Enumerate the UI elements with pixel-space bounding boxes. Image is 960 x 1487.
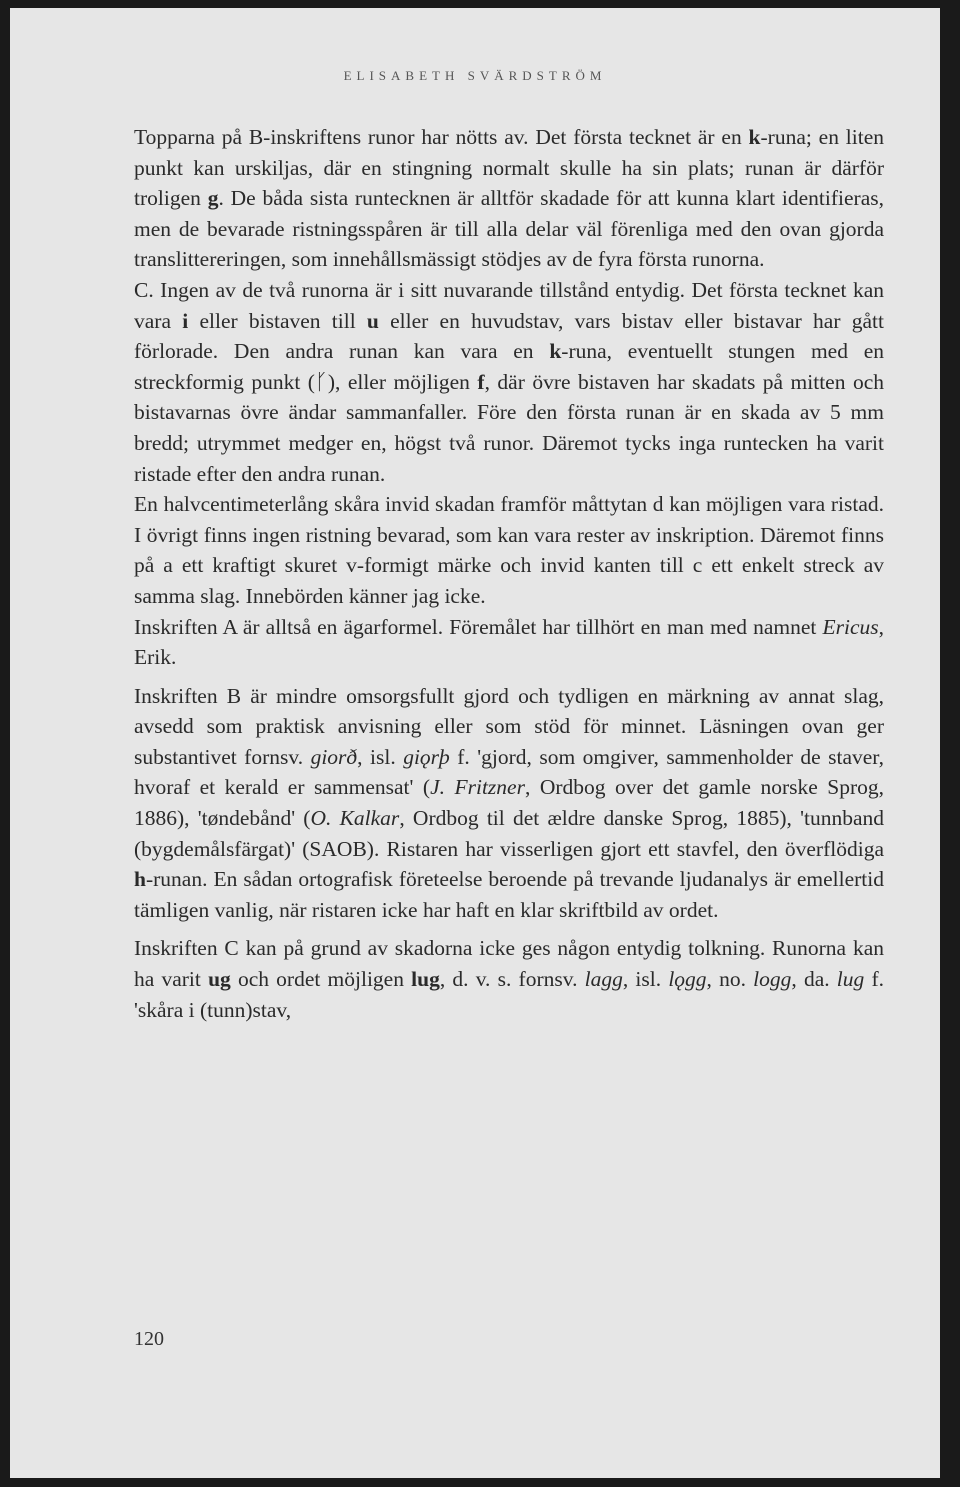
italic-text: logg: [753, 967, 792, 992]
text-run: , no.: [706, 967, 754, 992]
bold-rune-transliteration: f: [477, 369, 485, 394]
text-run: eller bistaven till: [188, 308, 367, 333]
body-text: [134, 122, 884, 1025]
text-run: och ordet möjligen: [230, 967, 412, 992]
italic-text: giǫrþ: [403, 744, 450, 769]
running-head: ELISABETH SVÄRDSTRÖM: [343, 68, 607, 83]
text-run: , da.: [791, 967, 837, 992]
italic-text: Ericus: [822, 614, 879, 639]
text-run: f. 'gjord, som omgiver, sammenholder de staver, hvoraf et kerald er sammensat' (: [134, 744, 884, 800]
text-run: -runa, eventuellt stungen med en streckformig punkt (ᚴ), eller möjligen: [134, 339, 885, 394]
paragraph: [134, 489, 884, 611]
italic-text: lagg: [584, 967, 623, 992]
text-run: En halvcentimeterlång skåra invid skadan framför måttytan d kan möjligen vara ristad. I övrigt finns ingen ristning bevarad, som kan vara rester av inskription. Däremot finns på a ett kraftigt skuret v-formigt märke och invid kanten till c ett enkelt streck av samma slag. Innebörden känner jag icke.: [134, 492, 884, 608]
text-run: f. 'skåra i (tunn)stav,: [134, 967, 884, 1022]
text-run: C. Ingen av de två runorna är i sitt nuvarande tillstånd entydig. Det första tecknet kan vara: [134, 277, 884, 333]
text-run: , d. v. s. fornsv.: [439, 967, 585, 992]
text-run: Topparna på B-inskriftens runor har nötts av. Det första tecknet är en: [134, 125, 749, 149]
text-run: , isl.: [357, 744, 404, 769]
italic-text: J. Fritzner: [430, 775, 525, 800]
text-run: , Erik.: [134, 614, 884, 670]
text-run: Inskriften A är alltså en ägarformel. Föremålet har tillhört en man med namnet: [134, 614, 823, 639]
bold-rune-transliteration: h: [134, 867, 146, 892]
text-run: -runa; en liten punkt kan urskiljas, där en stingning normalt skulle ha sin plats; runan är därför troligen: [134, 125, 885, 211]
text-run: , Ordbog til det ældre danske Sprog, 1885), 'tunnband (bygdemålsfärgat)' (SAOB). Ristaren har visserligen gjort ett stavfel, den överflödiga: [134, 806, 884, 861]
paragraph: [134, 933, 884, 1025]
text-run: , isl.: [622, 967, 669, 992]
paragraph: [134, 275, 884, 489]
paragraph: [134, 122, 884, 275]
bold-rune-transliteration: k: [748, 125, 761, 149]
document-page: [10, 8, 940, 1478]
text-run: eller en huvudstav, vars bistav eller bistavar har gått förlorade. Den andra runan kan vara en: [134, 308, 884, 364]
bold-rune-transliteration: i: [182, 308, 189, 333]
bold-rune-transliteration: u: [366, 308, 379, 333]
paragraph: [134, 612, 884, 673]
text-run: . De båda sista runtecknen är alltför skadade för att kunna klart identifieras, men de bevarade ristningsspåren är till alla delar väl förenliga med den ovan gjorda translittereringen, som innehållsmässigt stödjes av de fyra första runorna.: [134, 186, 885, 272]
italic-text: lǫgg: [668, 967, 707, 992]
italic-text: O. Kalkar: [310, 806, 400, 831]
bold-rune-transliteration: g: [207, 186, 219, 211]
bold-rune-transliteration: ug: [208, 967, 231, 992]
bold-rune-transliteration: lug: [411, 967, 440, 992]
italic-text: lug: [836, 967, 865, 992]
italic-text: giorð: [310, 744, 358, 769]
paragraph: [134, 681, 884, 926]
text-run: , där övre bistaven har skadats på mitten och bistavarnas övre ändar sammanfaller. Före den första runan är en skada av 5 mm bredd; utrymmet medger en, högst två runor. Däremot tycks inga runtecken ha varit ristade efter den andra runan.: [134, 369, 884, 486]
text-run: Inskriften C kan på grund av skadorna icke ges någon entydig tolkning. Runorna kan ha varit: [134, 936, 884, 992]
text-run: Inskriften B är mindre omsorgsfullt gjord och tydligen en märkning av annat slag, avsedd som praktisk anvisning eller som stöd för minnet. Läsningen ovan ger substantivet fornsv.: [134, 683, 884, 769]
text-run: -runan. En sådan ortografisk företeelse beroende på trevande ljudanalys är emellertid tämligen vanlig, när ristaren icke har haft en klar skriftbild av ordet.: [134, 867, 884, 922]
text-run: , Ordbog over det gamle norske Sprog, 1886), 'tøndebånd' (: [134, 775, 884, 831]
bold-rune-transliteration: k: [549, 339, 562, 364]
page-number: 120: [134, 1328, 164, 1350]
